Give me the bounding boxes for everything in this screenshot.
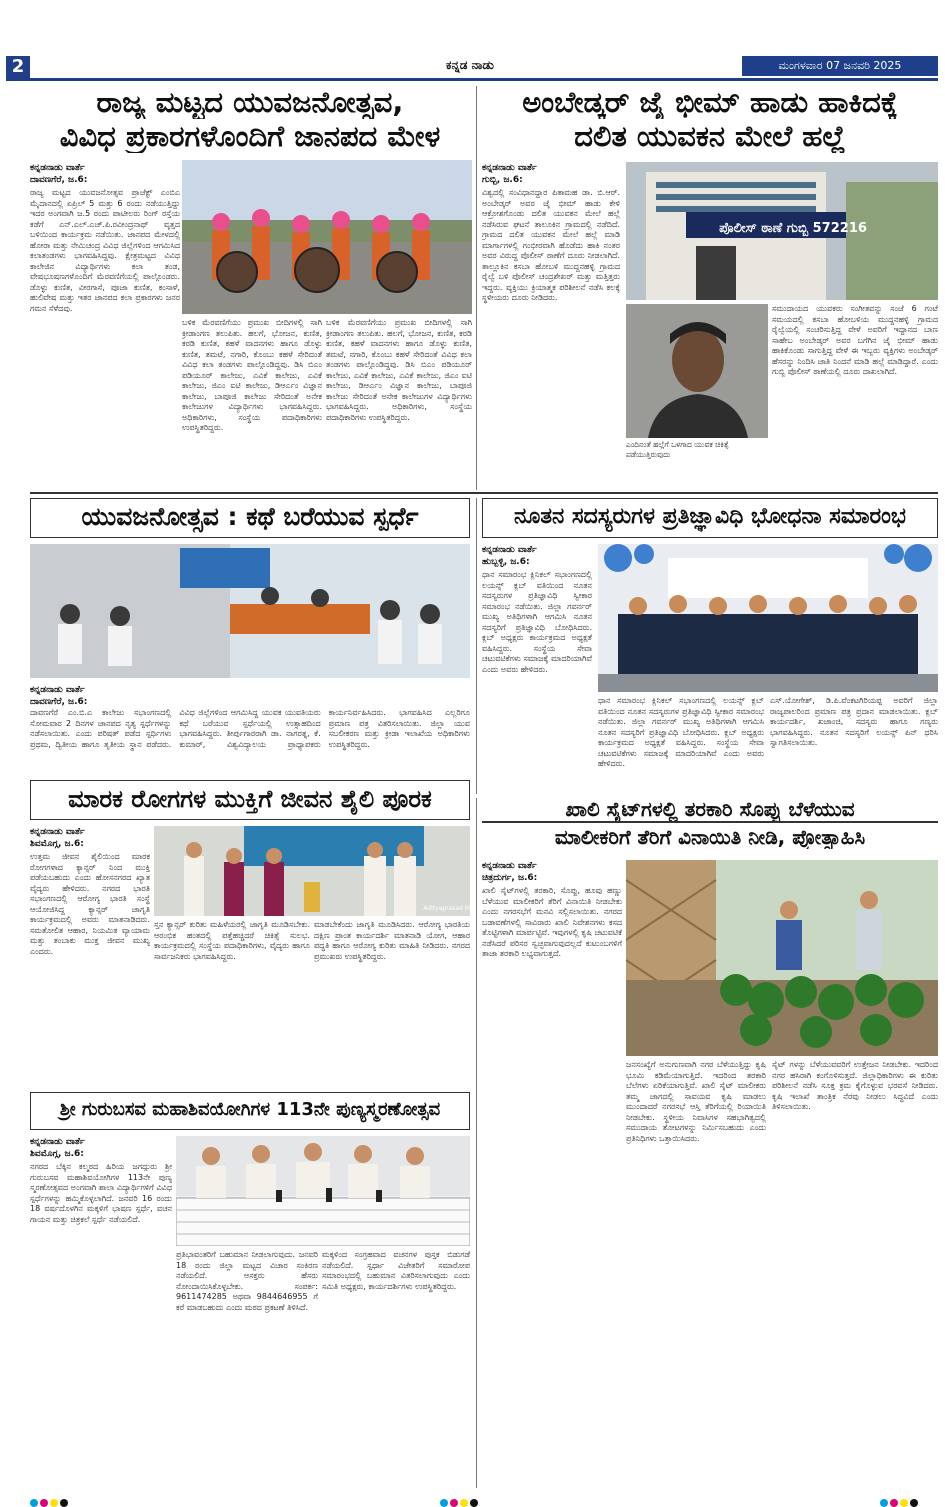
masthead-rule [6,78,938,81]
registration-marks-center [440,1492,480,1507]
press-meet-photo [176,1136,470,1246]
article-2-dateline: ಗುಬ್ಬಿ, ಜ.6: [482,175,523,185]
article-1-byline: ಕನ್ನಡನಾಡು ವಾರ್ತೆ [30,163,85,173]
folk-procession-photo [182,160,472,314]
police-station-sign: ಪೊಲೀಸ್ ಠಾಣೆ ಗುಬ್ಬಿ 572216 [719,221,867,236]
article-6-headline-line-1: ಖಾಲಿ ಸೈಟ್‌ಗಳಲ್ಲಿ ತರಕಾರಿ ಸೊಪ್ಪು ಬೆಳೆಯುವ [482,798,938,823]
article-2-body-col-1: ವಿಶ್ವದಲ್ಲಿ ಸಂವಿಧಾನದ್ದಾರ ಪಿತಾಮಹ ಡಾ. ಬಿ.ಆರ್. ಅಂಬೇಡ್ಕರ್ ಅವರ ಜೈ ಭೀಮ್ ಹಾಡು ಕೇಳಿ ಆಕ್ರೋಶಗೊಂಡು ದಲಿತ ಯುವಕನ ಮೇಲೆ ಹಲ್ಲೆ ನಡೆಸಿರುವ ಘಟನೆ ತಾಲೂಕಿನ ಗ್ರಾಮದಲ್ಲಿ ನಡೆದಿದೆ. ಗ್ರಾಮದ ದಲಿತ ಯುವಕನ ಮೇಲೆ ಹಲ್ಲೆ ಮಾಡಿ ಮಾರ್ಗಾಗಳಲ್ಲಿ ಗಂಭೀರವಾಗಿ ಹೊಡೆದು ಹಾಕಿ ನಂತರ ಅವರ ವಿರುದ್ಧ ಪೊಲೀಸ್ ಠಾಣೆಗೆ ದೂರು ನೀಡಲಾಗಿದೆ. ತಾಲ್ಲೂಕಿನ ಕಸಬಾ ಹೋಬಳಿ ಮುದ್ದನಹಳ್ಳಿ ಗ್ರಾಮದ ರೈಲ್ವೆ ಬಳಿ ಪೊಲೀಸ್ ಚಂದ್ರಶೇಖರ್ ಮತ್ತು ಮತ್ತಿತ್ತರು ಇದ್ದರು. ವ್ಯಕ್ತಿಯು ಕ್ರಿಯಾತ್ಮಕ ಪರಿಶೀಲನೆ ನಡೆಸಿ ಕಲಕ್ಕೆ ಸ್ಥಳೀಯರು ದೂರು ನೀಡಿದರು. [482,188,620,302]
article-4-byline: ಕನ್ನಡನಾಡು ವಾರ್ತೆ [482,545,537,555]
column-rule [476,86,477,490]
article-1-headline-line-2: ವಿವಿಧ ಪ್ರಕಾರಗಳೊಂದಿಗೆ ಜಾನಪದ ಮೇಳ [59,120,441,153]
article-6-byline: ಕನ್ನಡನಾಡು ವಾರ್ತೆ [482,861,537,871]
article-6-body-col-3: ಸೈಟ್ ಗಳನ್ನು ಬೆಳೆಯುವವರಿಗೆ ಉತ್ತೇಜನ ನೀಡಬೇಕು. ಇದರಿಂದ ನಗರ ಹಸಿರಾಗಿ ಕಂಗೊಳಿಸುತ್ತದೆ. ಜಿಲ್ಲಾಧಿಕಾರಿಗಳು ಈ ಕುರಿತು ಪರಿಶೀಲನೆ ನಡೆಸಿ ಸೂಕ್ತ ಕ್ರಮ ಕೈಗೊಳ್ಳುವ ಭರವಸೆ ನೀಡಿದರು. ಕೃಷಿ ಇಲಾಖೆ ತಾಂತ್ರಿಕ ನೆರವು ನೀಡಲು ಸಿದ್ಧವಿದೆ ಎಂದು ತಿಳಿಸಲಾಯಿತು. [772,1060,938,1111]
article-6-body-col-2: ಜನಸಂಖ್ಯೆಗೆ ಅನುಗುಣವಾಗಿ ನಗರ ಬೆಳೆಯುತ್ತಿದ್ದು ಕೃಷಿ ಭೂಮಿ ಕಡಿಮೆಯಾಗುತ್ತಿದೆ. ಇದರಿಂದ ತರಕಾರಿ ಬೆಲೆಗಳು ಏರಿಕೆಯಾಗುತ್ತಿವೆ. ಖಾಲಿ ಸೈಟ್ ಮಾಲೀಕರು ತಮ್ಮ ಜಾಗದಲ್ಲಿ ಸಾವಯವ ಕೃಷಿ ಮಾಡಲು ಮುಂದಾದರೆ ನಗರಸಭೆ ಆಸ್ತಿ ತೆರಿಗೆಯಲ್ಲಿ ರಿಯಾಯಿತಿ ನೀಡಬೇಕು. ಸ್ಥಳೀಯ ನಿವಾಸಿಗಳ ಸಹಭಾಗಿತ್ವದಲ್ಲಿ ಸಮುದಾಯ ತೋಟಗಳನ್ನು ನಿರ್ಮಿಸಬಹುದು ಎಂದು ಪ್ರತಿನಿಧಿಗಳು ಒತ್ತಾಯಿಸಿದರು. [626,1060,766,1143]
article-2-body-col-3: ಸಮುದಾಯದ ಯುವಕರು ಸಂಗೀತವನ್ನು ಸಂಜೆ 6 ಗಂಟೆ ಸಮಯದಲ್ಲಿ ಕಸಬಾ ಹೋಬಳಿಯ ಮುದ್ದನಹಳ್ಳಿ ಗ್ರಾಮದ ರೈಲ್ವೆಯಲ್ಲಿ ಸಂಚರಿಸುತ್ತಿದ್ದ ವೇಳೆ ಅವರಿಗೆ ಇದ್ದಾನದ ಬಾಣ ಸಾಹೇಬ ಅಂಬೇಡ್ಕರ್ ಅವರ ಬಗೆಗಿನ ಜೈ ಭೀಮ್ ಹಾಡು ಹಾಕಿಕೊಂಡು ಸಾಗುತ್ತಿದ್ದ ವೇಳೆ ಈ ಇಬ್ಬರು ವ್ಯಕ್ತಿಗಳು ಅಂಬೇಡ್ಕರ್ ಹೆಸರನ್ನು ನಿಂದಿಸಿ ಜಾತಿ ನಿಂದನೆ ಮಾಡಿ ಹಲ್ಲೆ ಮಾಡಿದ್ದಾರೆ. ಎಂದು ಗುಬ್ಬಿ ಪೊಲೀಸ್ ಠಾಣೆಯಲ್ಲಿ ದೂರು ದಾಖಲಾಗಿದೆ. [772,304,938,376]
article-7-body-col-2: ಪ್ರತಿಭಾವಂತರಿಗೆ ಬಹುಮಾನ ನೀಡಲಾಗುವುದು. ಜನವರಿ 18 ರಂದು ಜಿಲ್ಲಾ ಮಟ್ಟದ ವಿಚಾರ ಸಂಕಿರಣ ನಡೆಯಲಿದೆ. ಆಸಕ್ತರು ಹೆಸರು ನೋಂದಾಯಿಸಿಕೊಳ್ಳಬೇಕು. ಸಂಪರ್ಕ: 9611474285 ಅಥವಾ 9844646955 ಗೆ ಕರೆ ಮಾಡಬಹುದು ಎಂದು ಮಠದ ಪ್ರಕಟಣೆ ತಿಳಿಸಿದೆ. [176,1250,318,1312]
registration-marks-right [880,1492,920,1507]
terrace-garden-photo [626,860,938,1056]
article-4-dateline: ಹುಬ್ಬಳ್ಳಿ, ಜ.6: [482,557,530,567]
article-3-headline: ಯುವಜನೋತ್ಸವ : ಕಥೆ ಬರೆಯುವ ಸ್ಪರ್ಧೆ [30,498,470,538]
article-5-body-col-1: ಉತ್ತಮ ಜೀವನ ಶೈಲಿಯಿಂದ ಮಾರಕ ರೋಗಗಳಾದ ಕ್ಯಾನ್ಸರ್ ನಿಂದ ಮುಕ್ತಿ ಪಡೆಯಬಹುದು ಎಂದು ಹೋಸನಗರದ ಖ್ಯಾತ ವೈದ್ಯರು ಹೇಳಿದರು. ನಗರದ ಭಾರತಿ ಸಭಾಂಗಣದಲ್ಲಿ ಆರೋಗ್ಯ ಭಾರತಿ ಸಂಸ್ಥೆ ಆಯೋಜಿಸಿದ್ದ ಕ್ಯಾನ್ಸರ್ ಜಾಗೃತಿ ಕಾರ್ಯಕ್ರಮದಲ್ಲಿ ಅವರು ಮಾತನಾಡಿದರು. ಸಮತೋಲಿತ ಆಹಾರ, ನಿಯಮಿತ ವ್ಯಾಯಾಮ ಮತ್ತು ತಂಬಾಕು ಮುಕ್ತ ಜೀವನ ಮುಖ್ಯ ಎಂದರು. [30,852,150,956]
article-7-dateline: ಶಿವಮೊಗ್ಗ, ಜ.6: [30,1149,84,1159]
article-5-dateline: ಶಿವಮೊಗ್ಗ, ಜ.6: [30,839,84,849]
article-5-body-col-2: ಸ್ತನ ಕ್ಯಾನ್ಸರ್ ಕುರಿತು ಮಹಿಳೆಯರಲ್ಲಿ ಜಾಗೃತಿ ಮೂಡಿಸಬೇಕು. ಆರಂಭಿಕ ಹಂತದಲ್ಲಿ ಪತ್ತೆಹಚ್ಚಿದರೆ ಚಿಕಿತ್ಸೆ ಸುಲಭ. ಕಾರ್ಯಕ್ರಮದಲ್ಲಿ ಸಂಸ್ಥೆಯ ಪದಾಧಿಕಾರಿಗಳು, ವೈದ್ಯರು ಹಾಗೂ ಸಾರ್ವಜನಿಕರು ಭಾಗವಹಿಸಿದ್ದರು. [154,920,310,961]
article-1-body-col-1: ರಾಜ್ಯ ಮಟ್ಟದ ಯುವಜನೋತ್ಸವ ಪ್ರಾಜೆಕ್ಟ್ ಎಂಬಿಎ ಮೈದಾನದಲ್ಲಿ ಏಪ್ರಿಲ್ 5 ಮತ್ತು 6 ರಂದು ನಡೆಯುತ್ತಿದ್ದು ಇದರ ಅಂಗವಾಗಿ ಜ.5 ರಂದು ಪಾಟೀಲರು ರಿಂಗ್ ರಸ್ತೆಯ ಕಡೆಗೆ ಎನ್.ಎಲ್.ಎಚ್.ಪಿ.ರವೀಂದ್ರನಾಥ್ ವೃತ್ತದ ಬಳಿಯಿಂದ ಕಾರ್ಯಕ್ರಮ ನಡೆಯಿತು. ಜಾನಪದ ಮೇಳದಲ್ಲಿ ಹೋರಾ ಮತ್ತು ನೇಮಿಚಂದ್ರ ವಿವಿಧ ಜಿಲ್ಲೆಗಳಿಂದ ಆಗಮಿಸಿದ ಕಲಾತಂಡಗಳು ಭಾಗವಹಿಸಿದ್ದವು. ಕ್ಷೇತ್ರಮಟ್ಟದ ವಿವಿಧ ಕಾಲೇಜಿನ ವಿದ್ಯಾರ್ಥಿಗಳು ಕಲಾ ತಂಡ, ವೇಷಭೂಷಣಗಳೊಂದಿಗೆ ಮೆರವಣಿಗೆಯಲ್ಲಿ ಪಾಲ್ಗೊಂಡರು. ಡೊಳ್ಳು ಕುಣಿತ, ವೀರಗಾಸೆ, ಪೂಜಾ ಕುಣಿತ, ಕಂಸಾಳೆ, ಹುಲಿವೇಷ ಮತ್ತು ಇತರ ಜಾನಪದ ಕಲಾ ಪ್ರಕಾರಗಳು ಜನರ ಗಮನ ಸೆಳೆದವು. [30,188,180,313]
article-4-body-col-1: ಧಾನ ಸಮಾರಂಭ ಕ್ಲಿನಿಕಲ್ ಸಭಾಂಗಣದಲ್ಲಿ ಲಯನ್ಸ್ ಕ್ಲಬ್ ವತಿಯಿಂದ ನೂತನ ಸದಸ್ಯರುಗಳ ಪ್ರತಿಜ್ಞಾವಿಧಿ ಸ್ವೀಕಾರ ಸಮಾರಂಭ ನಡೆಯಿತು. ಜಿಲ್ಲಾ ಗವರ್ನರ್ ಮುಖ್ಯ ಅತಿಥಿಗಳಾಗಿ ಆಗಮಿಸಿ ನೂತನ ಸದಸ್ಯರಿಗೆ ಪ್ರತಿಜ್ಞಾವಿಧಿ ಬೋಧಿಸಿದರು. ಕ್ಲಬ್ ಅಧ್ಯಕ್ಷರು ಕಾರ್ಯಕ್ರಮದ ಅಧ್ಯಕ್ಷತೆ ವಹಿಸಿದ್ದರು. ಸಂಸ್ಥೆಯ ಸೇವಾ ಚಟುವಟಿಕೆಗಳು ಸಮಾಜಕ್ಕೆ ಮಾದರಿಯಾಗಿವೆ ಎಂದು ಅವರು ಹೇಳಿದರು. [482,570,592,674]
article-5-byline: ಕನ್ನಡನಾಡು ವಾರ್ತೆ [30,827,85,837]
cancer-awareness-photo [154,826,470,916]
page-number: 2 [6,56,30,78]
article-1-dateline: ದಾವಣಗೆರೆ, ಜ.6: [30,175,88,185]
article-1-body-col-3: ಬಳಿಕ ಮೆರವಣಿಗೆಯು ಪ್ರಮುಖ ಬೀದಿಗಳಲ್ಲಿ ಸಾಗಿ ಕ್ರೀಡಾಂಗಣ ತಲುಪಿತು. ಹಲಗೆ, ಭೋಜನ, ಕುಣಿತ, ಕರಡಿ ಕುಣಿತ, ಕಹಳೆ ವಾದನಗಳು ಹಾಗೂ ಡೊಳ್ಳು ಕುಣಿತ, ತಮಟೆ, ನಗಾರಿ, ಕೊಂಬು ಕಹಳೆ ಸೇರಿದಂತೆ ವಿವಿಧ ಕಲಾ ತಂಡಗಳು ಪಾಲ್ಗೊಂಡಿದ್ದವು. ಡಿಸಿ ಬಿಎಂ ಪಡಿಯೂರ್ ಕಾಲೇಜು, ಎವಿಕೆ ಕಾಲೇಜು, ಎವಿಕೆ ಕಾಲೇಜು, ಜಿಎಂ ಐಟಿ ಕಾಲೇಜು, ಡಿಆರ್ಎಂ ವಿಜ್ಞಾನ ಕಾಲೇಜು, ಬಾಪೂಜಿ ಕಾಲೇಜು ಸೇರಿದಂತೆ ಅನೇಕ ಕಾಲೇಜುಗಳ ವಿದ್ಯಾರ್ಥಿಗಳು ಭಾಗವಹಿಸಿದ್ದರು. ಅಧಿಕಾರಿಗಳು, ಸಂಸ್ಥೆಯ ಪದಾಧಿಕಾರಿಗಳು ಉಪಸ್ಥಿತರಿದ್ದರು. [326,318,472,422]
story-contest-photo [30,544,470,678]
article-2-headline-line-1: ಅಂಬೇಡ್ಕರ್ ಜೈ ಭೀಮ್ ಹಾಡು ಹಾಕಿದಕ್ಕೆ [522,86,898,119]
article-3-body: ದಾವಣಗೆರೆ ಎಂ.ಬಿ.ಎ ಕಾಲೇಜು ಸಭಾಂಗಣದಲ್ಲಿ ಸೋಮವಾರ 2 ದಿನಗಳ ಜಾನಪದ ನೃತ್ಯ ಸ್ಪರ್ಧೆಗಳನ್ನು ನಡೆಸಲಾಯಿತು. ಎಂದು ಪರಿಷತ್ ಪಡೆದ ಸ್ಪರ್ಧಿಗಳು ಪ್ರಥಮ, ದ್ವಿತೀಯ ಹಾಗೂ ತೃತೀಯ ಸ್ಥಾನ ಪಡೆದರು. ವಿವಿಧ ಜಿಲ್ಲೆಗಳಿಂದ ಆಗಮಿಸಿದ್ದ ಯುವಕ ಯುವತಿಯರು ಕಥೆ ಬರೆಯುವ ಸ್ಪರ್ಧೆಯಲ್ಲಿ ಉತ್ಸಾಹದಿಂದ ಭಾಗವಹಿಸಿದ್ದರು. ತೀರ್ಪುಗಾರರಾಗಿ ಡಾ. ನಾಗರತ್ನ, ಕೆ. ಕುಮಾರ್, ವಿಶ್ವವಿದ್ಯಾಲಯ ಪ್ರಾಧ್ಯಾಪಕರು ಕಾರ್ಯನಿರ್ವಹಿಸಿದರು. ಭಾಗವಹಿಸಿದ ಎಲ್ಲರಿಗೂ ಪ್ರಮಾಣ ಪತ್ರ ವಿತರಿಸಲಾಯಿತು. ಜಿಲ್ಲಾ ಯುವ ಸಬಲೀಕರಣ ಮತ್ತು ಕ್ರೀಡಾ ಇಲಾಖೆಯ ಅಧಿಕಾರಿಗಳು ಉಪಸ್ಥಿತರಿದ್ದರು. [30,708,470,749]
article-7-body-col-3: ಮಕ್ಕಳಿಂದ ಸಂಗ್ರಹವಾದ ವಚನಗಳ ಪುಸ್ತಕ ಬಿಡುಗಡೆ ನಡೆಯಲಿದೆ. ಸ್ಪರ್ಧಾ ವಿಜೇತರಿಗೆ ಸಮಾರೋಪ ಸಮಾರಂಭದಲ್ಲಿ ಬಹುಮಾನ ವಿತರಿಸಲಾಗುವುದು ಎಂದು ಸಮಿತಿ ಅಧ್ಯಕ್ಷರು, ಕಾರ್ಯದರ್ಶಿಗಳು ಉಪಸ್ಥಿತರಿದ್ದರು. [322,1250,470,1291]
article-7-byline: ಕನ್ನಡನಾಡು ವಾರ್ತೆ [30,1137,85,1147]
article-6-dateline: ಚಿತ್ರದುರ್ಗ, ಜ.6: [482,873,538,883]
issue-date: ಮಂಗಳವಾರ 07 ಜನವರಿ 2025 [742,56,938,76]
oath-ceremony-photo [598,544,938,692]
article-4-headline: ನೂತನ ಸದಸ್ಯರುಗಳ ಪ್ರತಿಜ್ಞಾವಿಧಿ ಭೋಧನಾ ಸಮಾರಂಭ [482,498,938,538]
article-4-body-col-2: ಧಾನ ಸಮಾರಂಭ ಕ್ಲಿನಿಕಲ್ ಸಭಾಂಗಣದಲ್ಲಿ ಲಯನ್ಸ್ ಕ್ಲಬ್ ವತಿಯಿಂದ ನೂತನ ಸದಸ್ಯರುಗಳ ಪ್ರತಿಜ್ಞಾವಿಧಿ ಸ್ವೀಕಾರ ಸಮಾರಂಭ ನಡೆಯಿತು. ಜಿಲ್ಲಾ ಗವರ್ನರ್ ಮುಖ್ಯ ಅತಿಥಿಗಳಾಗಿ ಆಗಮಿಸಿ ನೂತನ ಸದಸ್ಯರಿಗೆ ಪ್ರತಿಜ್ಞಾವಿಧಿ ಬೋಧಿಸಿದರು. ಕ್ಲಬ್ ಅಧ್ಯಕ್ಷರು ಕಾರ್ಯಕ್ರಮದ ಅಧ್ಯಕ್ಷತೆ ವಹಿಸಿದ್ದರು. ಸಂಸ್ಥೆಯ ಸೇವಾ ಚಟುವಟಿಕೆಗಳು ಸಮಾಜಕ್ಕೆ ಮಾದರಿಯಾಗಿವೆ ಎಂದು ಅವರು ಹೇಳಿದರು. [598,696,764,768]
article-3-dateline: ದಾವಣಗೆರೆ, ಜ.6: [30,697,88,707]
article-7-body-col-1: ನಗರದ ಬೆಕ್ಕಿನ ಕಲ್ಮಠದ ಹಿರಿಯ ಜಗದ್ಗುರು ಶ್ರೀ ಗುರುಬಸವ ಮಹಾಶಿವಯೋಗಿಗಳ 113ನೇ ಪುಣ್ಯ ಸ್ಮರಣೋತ್ಸವದ ಅಂಗವಾಗಿ ಶಾಲಾ ವಿದ್ಯಾರ್ಥಿಗಳಿಗೆ ವಿವಿಧ ಸ್ಪರ್ಧೆಗಳನ್ನು ಹಮ್ಮಿಕೊಳ್ಳಲಾಗಿದೆ. ಜನವರಿ 16 ರಂದು 18 ವರ್ಷದೊಳಗಿನ ಮಕ್ಕಳಿಗೆ ಭಾಷಣ ಸ್ಪರ್ಧೆ, ವಚನ ಗಾಯನ ಮತ್ತು ಚಿತ್ರಕಲೆ ಸ್ಪರ್ಧೆ ನಡೆಯಲಿದೆ. [30,1162,172,1224]
article-6-body-col-1: ಖಾಲಿ ಸೈಟ್‌ಗಳಲ್ಲಿ ತರಕಾರಿ, ಸೊಪ್ಪು, ಹೂವು ಹಣ್ಣು ಬೆಳೆಯುವ ಮಾಲೀಕರಿಗೆ ತೆರಿಗೆ ವಿನಾಯಿತಿ ನೀಡಬೇಕು ಎಂದು ನಗರಸಭೆಗೆ ಮನವಿ ಸಲ್ಲಿಸಲಾಯಿತು. ನಗರದ ಬಡಾವಣೆಗಳಲ್ಲಿ ಸಾವಿರಾರು ಖಾಲಿ ನಿವೇಶನಗಳು ಕಸದ ತೊಟ್ಟಿಗಳಾಗಿ ಮಾರ್ಪಟ್ಟಿವೆ. ಇವುಗಳಲ್ಲಿ ಕೃಷಿ ಚಟುವಟಿಕೆ ನಡೆಸಿದರೆ ಪರಿಸರ ಸ್ವಚ್ಛವಾಗುವುದಲ್ಲದೆ ಕುಟುಂಬಗಳಿಗೆ ತಾಜಾ ತರಕಾರಿ ಲಭ್ಯವಾಗುತ್ತದೆ. [482,886,622,958]
article-2-headline-line-2: ದಲಿತ ಯುವಕನ ಮೇಲೆ ಹಲ್ಲೆ [574,120,846,153]
article-7-headline: ಶ್ರೀ ಗುರುಬಸವ ಮಹಾಶಿವಯೋಗಿಗಳ 113ನೇ ಪುಣ್ಯಸ್ಮರಣೋತ್ಸವ [30,1092,470,1130]
victim-portrait-photo [626,304,768,438]
article-5-body-col-3: ಮಾಡಬೇಕೆಂದು ಜಾಗೃತಿ ಮೂಡಿಸಿದರು. ಆರೋಗ್ಯ ಭಾರತಿಯ ದಕ್ಷಿಣ ಪ್ರಾಂತ ಕಾರ್ಯದರ್ಶಿ ಮಾತನಾಡಿ ಯೋಗ, ಆಹಾರ ಪದ್ಧತಿ ಹಾಗೂ ಆರೋಗ್ಯ ಕುರಿತು ಮಾಹಿತಿ ನೀಡಿದರು. ನಗರದ ಪ್ರಮುಖರು ಉಪಸ್ಥಿತರಿದ್ದರು. [314,920,470,961]
article-1-body-col-2: ಬಳಿಕ ಮೆರವಣಿಗೆಯು ಪ್ರಮುಖ ಬೀದಿಗಳಲ್ಲಿ ಸಾಗಿ ಕ್ರೀಡಾಂಗಣ ತಲುಪಿತು. ಹಲಗೆ, ಭೋಜನ, ಕುಣಿತ, ಕರಡಿ ಕುಣಿತ, ಕಹಳೆ ವಾದನಗಳು ಹಾಗೂ ಡೊಳ್ಳು ಕುಣಿತ, ತಮಟೆ, ನಗಾರಿ, ಕೊಂಬು ಕಹಳೆ ಸೇರಿದಂತೆ ವಿವಿಧ ಕಲಾ ತಂಡಗಳು ಪಾಲ್ಗೊಂಡಿದ್ದವು. ಡಿಸಿ ಬಿಎಂ ಪಡಿಯೂರ್ ಕಾಲೇಜು, ಎವಿಕೆ ಕಾಲೇಜು, ಎವಿಕೆ ಕಾಲೇಜು, ಜಿಎಂ ಐಟಿ ಕಾಲೇಜು, ಡಿಆರ್ಎಂ ವಿಜ್ಞಾನ ಕಾಲೇಜು, ಬಾಪೂಜಿ ಕಾಲೇಜು ಸೇರಿದಂತೆ ಅನೇಕ ಕಾಲೇಜುಗಳ ವಿದ್ಯಾರ್ಥಿಗಳು ಭಾಗವಹಿಸಿದ್ದರು. ಅಧಿಕಾರಿಗಳು, ಸಂಸ್ಥೆಯ ಪದಾಧಿಕಾರಿಗಳು ಉಪಸ್ಥಿತರಿದ್ದರು. [182,318,322,432]
article-3-byline: ಕನ್ನಡನಾಡು ವಾರ್ತೆ [30,685,85,695]
victim-photo-caption: ಎಂದಿನಂತೆ ಹಲ್ಲೆಗೆ ಒಳಗಾದ ಯುವಕ ಚಿಕಿತ್ಸೆ ಪಡೆಯುತ್ತಿರುವುದು [626,440,729,459]
photo-credit: Adityaprasad M [423,905,470,912]
article-6-headline-line-2: ಮಾಲೀಕರಿಗೆ ತೆರಿಗೆ ವಿನಾಯಿತಿ ನೀಡಿ, ಪ್ರೋತ್ಸಾಹಿಸಿ [554,826,866,849]
article-5-headline: ಮಾರಕ ರೋಗಗಳ ಮುಕ್ತಿಗೆ ಜೀವನ ಶೈಲಿ ಪೂರಕ [30,780,470,820]
article-2-byline: ಕನ್ನಡನಾಡು ವಾರ್ತೆ [482,163,537,173]
column-rule [476,498,477,794]
article-1-headline-line-1: ರಾಜ್ಯ ಮಟ್ಟದ ಯುವಜನೋತ್ಸವ, [96,86,404,119]
article-4-body-col-3: ಎಸ್.ಯೋಗೇಶ್, ಡಿ.ಪಿ.ವೆಂಕಟಗಿರಿಯಪ್ಪ ಅವರಿಗೆ ಜಿಲ್ಲಾ ರಾಜ್ಯಪಾಲರಿಂದ ಪ್ರಮಾಣ ಪತ್ರ ಪ್ರದಾನ ಮಾಡಲಾಯಿತು. ಕ್ಲಬ್ ಕಾರ್ಯದರ್ಶಿ, ಖಜಾಂಚಿ, ಸದಸ್ಯರು ಹಾಗೂ ಗಣ್ಯರು ಭಾಗವಹಿಸಿದ್ದರು. ನೂತನ ಸದಸ್ಯರಿಗೆ ಲಯನ್ಸ್ ಪಿನ್ ಧರಿಸಿ ಸ್ವಾಗತಿಸಲಾಯಿತು. [770,696,938,747]
column-rule [476,798,477,1488]
paper-name: ಕನ್ನಡ ನಾಡು [446,58,494,72]
registration-marks-left [30,1492,70,1507]
section-rule [30,492,938,494]
